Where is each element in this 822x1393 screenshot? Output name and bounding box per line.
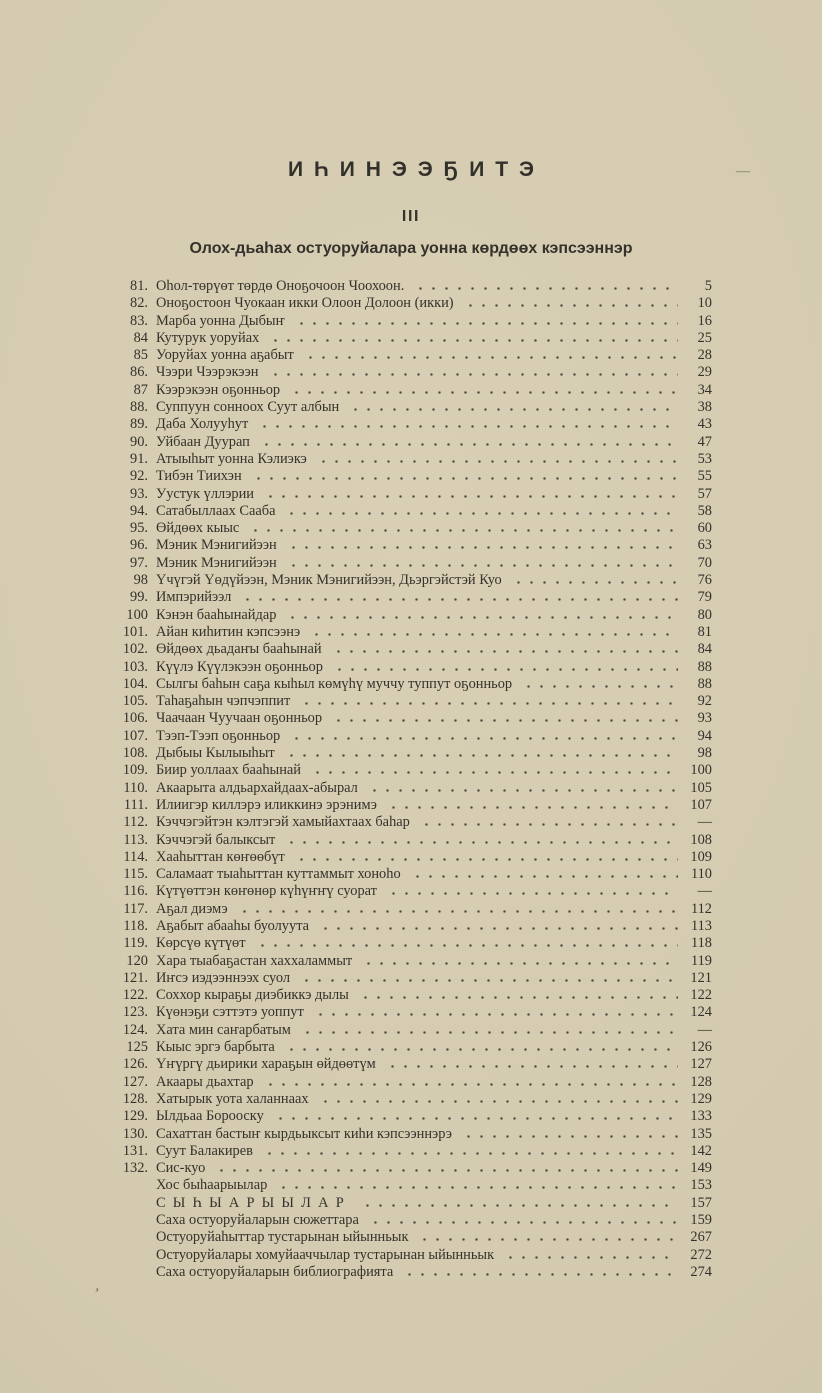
dot-leader (285, 832, 678, 844)
toc-entry-page: 122 (690, 987, 712, 1004)
toc-entry-page: 28 (697, 347, 712, 364)
toc-entry-number: 120 (126, 952, 148, 969)
toc-entry-number: 94. (130, 502, 148, 519)
contents-title: ИҺИНЭЭҔИТЭ (288, 158, 545, 181)
toc-entry-number: 132. (122, 1160, 148, 1177)
toc-entry-page: 88 (697, 658, 712, 675)
toc-entry-page: 105 (690, 779, 712, 796)
dot-leader (333, 659, 678, 671)
dot-leader (241, 589, 678, 601)
toc-entry (112, 1143, 712, 1160)
toc-entry-title: Оноҕостоон Чуокаан икки Олоон Долоон (икки) (156, 295, 454, 312)
toc-entry-number: 105. (122, 693, 148, 710)
toc-entry-title: Аҕал диэмэ (156, 900, 228, 917)
dot-leader (295, 849, 678, 861)
toc-entry-title: Көрсүө күтүөт (156, 935, 246, 952)
toc-entry-title: Сахаттан бастыҥ кырдьыксыт киһи кэпсээннэрэ (156, 1125, 452, 1142)
toc-entry-title: Илиигэр киллэрэ иликкинэ эрэнимэ (156, 796, 377, 813)
toc-entry-title: Саха остуоруйаларын библиографията (156, 1263, 394, 1280)
toc-entry-page: 100 (690, 762, 712, 779)
toc-entry-number: 98 (133, 572, 148, 589)
dot-leader (311, 762, 678, 774)
toc-entry-title: Күтүөттэн көҥөнөр күһүҥҥү суорат (156, 883, 377, 900)
dot-leader (260, 434, 678, 446)
dot-leader (418, 1229, 678, 1241)
toc-entry (112, 1039, 712, 1056)
dot-leader (420, 814, 678, 826)
toc-entry-number: 104. (122, 675, 148, 692)
toc-entry (112, 451, 712, 468)
dot-leader (285, 503, 678, 515)
toc-entry-page: 81 (697, 623, 712, 640)
toc-entry-number: 129. (122, 1108, 148, 1125)
toc-entry-page: 133 (690, 1108, 712, 1125)
toc-entry-page: 94 (697, 727, 712, 744)
dot-leader (349, 399, 678, 411)
toc-entry-title: Марба уонна Дыбыҥ (156, 312, 285, 329)
toc-entry-title: Айан киһитин кэпсээнэ (156, 623, 301, 640)
toc-entry-number: 86. (130, 364, 148, 381)
toc-entry-number: 113. (123, 831, 148, 848)
toc-entry-page: 112 (690, 900, 712, 917)
toc-entry-title: Сис-куо (156, 1160, 206, 1177)
toc-entry-number: 127. (122, 1073, 148, 1090)
toc-entry-number: 102. (122, 641, 148, 658)
toc-entry-number: 101. (122, 623, 148, 640)
toc-entry-page: 63 (697, 537, 712, 554)
dot-leader (249, 520, 678, 532)
toc-entry-number: 111. (123, 796, 148, 813)
toc-entry-title: Кэнэн бааһынайдар (156, 606, 277, 623)
toc-entry-number: 99. (130, 589, 148, 606)
toc-entry-title: Кээрэкээн оҕонньор (156, 381, 281, 398)
toc-entry-title: Иҥсэ иэдээннээх суол (156, 969, 291, 986)
toc-entry (112, 762, 712, 779)
toc-entry-title: Ылдьаа Борооску (156, 1108, 264, 1125)
toc-entry-number: 97. (130, 554, 148, 571)
toc-entry-number: 126. (122, 1056, 148, 1073)
toc-entry-number: 107. (122, 727, 148, 744)
dot-leader (277, 1177, 678, 1189)
toc-entry-page: — (697, 883, 712, 900)
toc-entry-title: Хатырык уота халаннаах (156, 1090, 309, 1107)
toc-entry-page: 5 (704, 278, 712, 294)
toc-entry (112, 486, 712, 503)
dot-leader (362, 953, 678, 965)
dot-leader (269, 364, 679, 376)
toc-entry-page: 16 (697, 312, 712, 329)
toc-entry (112, 745, 712, 762)
toc-entry-title: Сатабыллаах Сааба (156, 502, 276, 519)
dot-leader (252, 468, 678, 480)
toc-entry-title: Хата мин саҥарбатым (156, 1021, 291, 1038)
toc-entry-page: 121 (690, 969, 712, 986)
dot-leader (319, 918, 678, 930)
toc-entry-number: 89. (130, 416, 148, 433)
toc-entry-number: 85 (133, 347, 148, 364)
toc-entry-page: 84 (697, 641, 712, 658)
toc-entry-page: 79 (697, 589, 712, 606)
dot-leader (522, 676, 678, 688)
dot-leader (287, 537, 678, 549)
toc-entry-page: 135 (690, 1125, 712, 1142)
toc-entry-title: Уустук үллэрии (156, 485, 254, 502)
dot-leader (285, 1039, 678, 1051)
toc-entry-page: 80 (697, 606, 712, 623)
scan-artifact-mark: — (736, 164, 750, 179)
toc-entry-title: Суут Балакирев (156, 1142, 253, 1159)
toc-entry-title: Импэрийээл (156, 589, 232, 606)
toc-entry (112, 693, 712, 710)
toc-entry-number: 95. (130, 520, 148, 537)
toc-entry-number: 116. (123, 883, 148, 900)
toc-entry-page: 47 (697, 433, 712, 450)
toc-entry (112, 1004, 712, 1021)
dot-leader (258, 416, 678, 428)
toc-entry-page: 88 (697, 675, 712, 692)
scan-artifact-comma: , (94, 1277, 102, 1295)
dot-leader (269, 330, 678, 342)
toc-entry-number: 82. (130, 295, 148, 312)
toc-entry-page: 70 (697, 554, 712, 571)
toc-entry-page: 38 (697, 399, 712, 416)
dot-leader (287, 555, 678, 567)
toc-entry-title: Үчүгэй Үөдүйээн, Мэник Мэнигийээн, Дьэргэйстэй Куо (156, 572, 502, 589)
toc-entry-page: 29 (697, 364, 712, 381)
toc-entry (112, 468, 712, 485)
toc-entry-title: Өйдөөх дьадаҥы бааһынай (156, 641, 322, 658)
toc-entry-page: 157 (690, 1194, 712, 1211)
toc-entry-number: 100 (126, 606, 148, 623)
toc-entry (112, 416, 712, 433)
toc-entry (112, 624, 712, 641)
toc-entry-page: 128 (690, 1073, 712, 1090)
toc-entry-page: 108 (690, 831, 712, 848)
toc-entry (112, 382, 712, 399)
dot-leader (359, 987, 678, 999)
toc-entry-number: 119. (123, 935, 148, 952)
toc-entry-page: 93 (697, 710, 712, 727)
dot-leader (332, 710, 678, 722)
toc-list (112, 278, 712, 1281)
toc-entry (112, 849, 712, 866)
toc-entry-title: Тээп-Тээп оҕонньор (156, 727, 281, 744)
toc-entry-title: СЫҺЫАРЫЫЛАР (156, 1194, 351, 1211)
toc-entry-page: 98 (697, 745, 712, 762)
toc-entry-page: 92 (697, 693, 712, 710)
toc-entry-page: 119 (690, 952, 712, 969)
toc-entry (112, 555, 712, 572)
toc-entry-number: 106. (122, 710, 148, 727)
toc-entry-title: Мэник Мэнигийээн (156, 537, 277, 554)
toc-entry-page: 267 (690, 1229, 712, 1246)
toc-entry-number: 131. (122, 1142, 148, 1159)
toc-entry (112, 710, 712, 727)
toc-entry (112, 1247, 712, 1264)
toc-entry-number: 109. (122, 762, 148, 779)
toc-entry-number: 83. (130, 312, 148, 329)
dot-leader (504, 1247, 678, 1259)
dot-leader (387, 797, 678, 809)
toc-entry (112, 1056, 712, 1073)
toc-entry-title: Кэччэгэй балыксыт (156, 831, 276, 848)
dot-leader (286, 607, 678, 619)
toc-entry (112, 295, 712, 312)
toc-entry-page: 57 (697, 485, 712, 502)
dot-leader (290, 728, 678, 740)
dot-leader (361, 1195, 678, 1207)
dot-leader (368, 780, 678, 792)
dot-leader (238, 901, 678, 913)
dot-leader (215, 1160, 678, 1172)
toc-entry (112, 1212, 712, 1229)
toc-entry-number: 84 (133, 329, 148, 346)
dot-leader (300, 693, 678, 705)
dot-leader (464, 295, 678, 307)
toc-entry-page: 55 (697, 468, 712, 485)
toc-entry-number: 108. (122, 745, 148, 762)
toc-entry (112, 399, 712, 416)
toc-entry-title: Акаарыта алдьархайдаах-абырал (156, 779, 358, 796)
toc-entry-title: Остуоруйаһыттар тустарынан ыйынньык (156, 1229, 409, 1246)
toc-entry-title: Үҥүргү дьирики хараҕын өйдөөтүм (156, 1056, 376, 1073)
toc-entry (112, 935, 712, 952)
toc-entry (112, 676, 712, 693)
toc-entry-page: 10 (697, 295, 712, 312)
toc-entry-number: 125 (126, 1039, 148, 1056)
toc-entry-title: Таһаҕаһын чэпчэппит (156, 693, 291, 710)
toc-entry (112, 987, 712, 1004)
toc-entry (112, 572, 712, 589)
toc-entry-number: 130. (122, 1125, 148, 1142)
toc-entry-title: Оһол-төрүөт төрдө Оноҕочоон Чоохоон. (156, 278, 405, 294)
dot-leader (264, 486, 678, 498)
toc-entry (112, 1195, 712, 1212)
toc-entry-number: 117. (123, 900, 148, 917)
dot-leader (285, 745, 678, 757)
toc-entry-number: 96. (130, 537, 148, 554)
toc-entry-number: 114. (123, 848, 148, 865)
toc-entry (112, 607, 712, 624)
toc-entry-title: Акаары дьахтар (156, 1073, 254, 1090)
dot-leader (386, 1056, 678, 1068)
toc-entry-number: 93. (130, 485, 148, 502)
toc-entry-title: Соххор кыраҕы диэбиккэ дылы (156, 987, 349, 1004)
toc-entry-title: Суппуун сонноох Суут албын (156, 399, 340, 416)
toc-entry-number: 123. (122, 1004, 148, 1021)
toc-entry (112, 434, 712, 451)
toc-entry-title: Кэччэгэйтэн кэлтэгэй хамыйахтаах баһар (156, 814, 410, 831)
toc-entry-title: Хос быһаарыылар (156, 1177, 268, 1194)
dot-leader (263, 1143, 678, 1155)
part-title: Олох-дьаһах остуоруйалара уонна көрдөөх кэпсээннэр (189, 240, 633, 257)
toc-entry-title: Атыыһыт уонна Кэлиэкэ (156, 450, 307, 467)
toc-entry-page: 25 (697, 329, 712, 346)
dot-leader (414, 278, 678, 290)
dot-leader (295, 313, 678, 325)
toc-entry-title: Биир уоллаах бааһынай (156, 762, 301, 779)
toc-entry (112, 313, 712, 330)
toc-entry-title: Күөнэҕи сэттэтэ уоппут (156, 1004, 304, 1021)
dot-leader (264, 1074, 678, 1086)
toc-entry-number: 124. (122, 1021, 148, 1038)
dot-leader (332, 641, 678, 653)
toc-entry (112, 814, 712, 831)
toc-entry-title: Аҕабыт абааһы буолуута (156, 917, 310, 934)
dot-leader (387, 883, 678, 895)
toc-entry (112, 883, 712, 900)
toc-entry-page: 58 (697, 502, 712, 519)
toc-entry-number: 87 (133, 381, 148, 398)
toc-entry (112, 1177, 712, 1194)
toc-entry (112, 1074, 712, 1091)
toc-entry (112, 330, 712, 347)
dot-leader (256, 935, 678, 947)
toc-entry (112, 659, 712, 676)
toc-entry (112, 1091, 712, 1108)
toc-entry (112, 797, 712, 814)
toc-entry-title: Чаачаан Чуучаан оҕонньор (156, 710, 323, 727)
toc-entry-number: 112. (123, 814, 148, 831)
toc-entry (112, 1160, 712, 1177)
toc-entry-title: Күүлэ Күүлэкээн оҕонньор (156, 658, 323, 675)
toc-entry (112, 832, 712, 849)
toc-entry-title: Уйбаан Дуурап (156, 433, 250, 450)
toc-entry-page: 76 (697, 572, 712, 589)
dot-leader (403, 1264, 678, 1276)
toc-entry-title: Кутурук уоруйах (156, 329, 260, 346)
toc-entry-title: Даба Холууһут (156, 416, 249, 433)
toc-entry-number: 90. (130, 433, 148, 450)
toc-entry-page: 53 (697, 450, 712, 467)
toc-entry (112, 520, 712, 537)
toc-entry-title: Дыбыы Кылыыһыт (156, 745, 275, 762)
toc-entry-number: 81. (130, 278, 148, 294)
toc-entry-number: 121. (122, 969, 148, 986)
dot-leader (274, 1108, 678, 1120)
dot-leader (300, 970, 678, 982)
toc-entry-number: 115. (123, 866, 148, 883)
toc-entry-title: Сылгы баһын саҕа кыһыл көмүһү муччу туппут оҕонньор (156, 675, 513, 692)
dot-leader (290, 382, 678, 394)
toc-entry-page: 127 (690, 1056, 712, 1073)
dot-leader (317, 451, 678, 463)
toc-entry (112, 503, 712, 520)
part-number: III (401, 208, 421, 225)
dot-leader (369, 1212, 678, 1224)
dot-leader (512, 572, 678, 584)
toc-entry-number: 92. (130, 468, 148, 485)
toc-entry-page: 60 (697, 520, 712, 537)
dot-leader (411, 866, 678, 878)
toc-entry-page: 118 (690, 935, 712, 952)
toc-entry-page: 34 (697, 381, 712, 398)
toc-entry (112, 953, 712, 970)
toc-entry-page: 107 (690, 796, 712, 813)
toc-entry-page: 153 (690, 1177, 712, 1194)
toc-entry-page: 142 (690, 1142, 712, 1159)
toc-entry-number: 88. (130, 399, 148, 416)
toc-entry-page: 149 (690, 1160, 712, 1177)
toc-entry-title: Саламаат тыаһыттан куттаммыт хоноһо (156, 866, 401, 883)
toc-entry-page: 129 (690, 1090, 712, 1107)
toc-entry (112, 901, 712, 918)
toc-entry-number: 122. (122, 987, 148, 1004)
toc-entry (112, 866, 712, 883)
toc-entry-page: — (697, 1021, 712, 1038)
dot-leader (319, 1091, 678, 1103)
toc-entry (112, 1022, 712, 1039)
dot-leader (314, 1004, 678, 1016)
toc-entry (112, 728, 712, 745)
toc-entry-page: 274 (690, 1263, 712, 1280)
toc-entry-page: 43 (697, 416, 712, 433)
toc-entry-number: 128. (122, 1090, 148, 1107)
toc-entry-title: Тибэн Тиихэн (156, 468, 242, 485)
toc-entry-number: 91. (130, 450, 148, 467)
toc-entry (112, 1264, 712, 1281)
toc-entry-page: — (697, 814, 712, 831)
toc-entry-title: Хара тыабаҕастан хаххаламмыт (156, 952, 353, 969)
toc-entry-page: 124 (690, 1004, 712, 1021)
toc-entry (112, 278, 712, 295)
toc-entry-page: 159 (690, 1212, 712, 1229)
toc-entry-number: 103. (122, 658, 148, 675)
toc-entry-title: Остуоруйалары хомуйааччылар тустарынан ыйынньык (156, 1246, 495, 1263)
toc-entry (112, 364, 712, 381)
dot-leader (310, 624, 678, 636)
toc-entry-number: 118. (123, 917, 148, 934)
dot-leader (301, 1022, 678, 1034)
toc-entry-page: 110 (690, 866, 712, 883)
toc-entry-title: Саха остуоруйаларын сюжеттара (156, 1212, 359, 1229)
toc-entry-title: Уоруйах уонна аҕабыт (156, 347, 294, 364)
toc-entry (112, 970, 712, 987)
toc-entry (112, 918, 712, 935)
toc-entry (112, 1108, 712, 1125)
toc-entry (112, 1126, 712, 1143)
toc-entry (112, 641, 712, 658)
toc-entry-page: 113 (690, 917, 712, 934)
toc-entry-page: 109 (690, 848, 712, 865)
toc-entry (112, 1229, 712, 1246)
toc-entry (112, 347, 712, 364)
dot-leader (462, 1126, 678, 1138)
toc-entry-title: Мэник Мэнигийээн (156, 554, 277, 571)
toc-entry-page: 272 (690, 1246, 712, 1263)
toc-entry-title: Чээри Чээрэкээн (156, 364, 259, 381)
toc-entry (112, 780, 712, 797)
dot-leader (304, 347, 678, 359)
toc-entry (112, 537, 712, 554)
toc-entry-page: 126 (690, 1039, 712, 1056)
toc-entry-title: Хааһыттан көҥөөбүт (156, 848, 285, 865)
toc-entry (112, 589, 712, 606)
toc-entry-title: Өйдөөх кыыс (156, 520, 240, 537)
toc-entry-number: 110. (123, 779, 148, 796)
toc-entry-title: Кыыс эргэ барбыта (156, 1039, 275, 1056)
